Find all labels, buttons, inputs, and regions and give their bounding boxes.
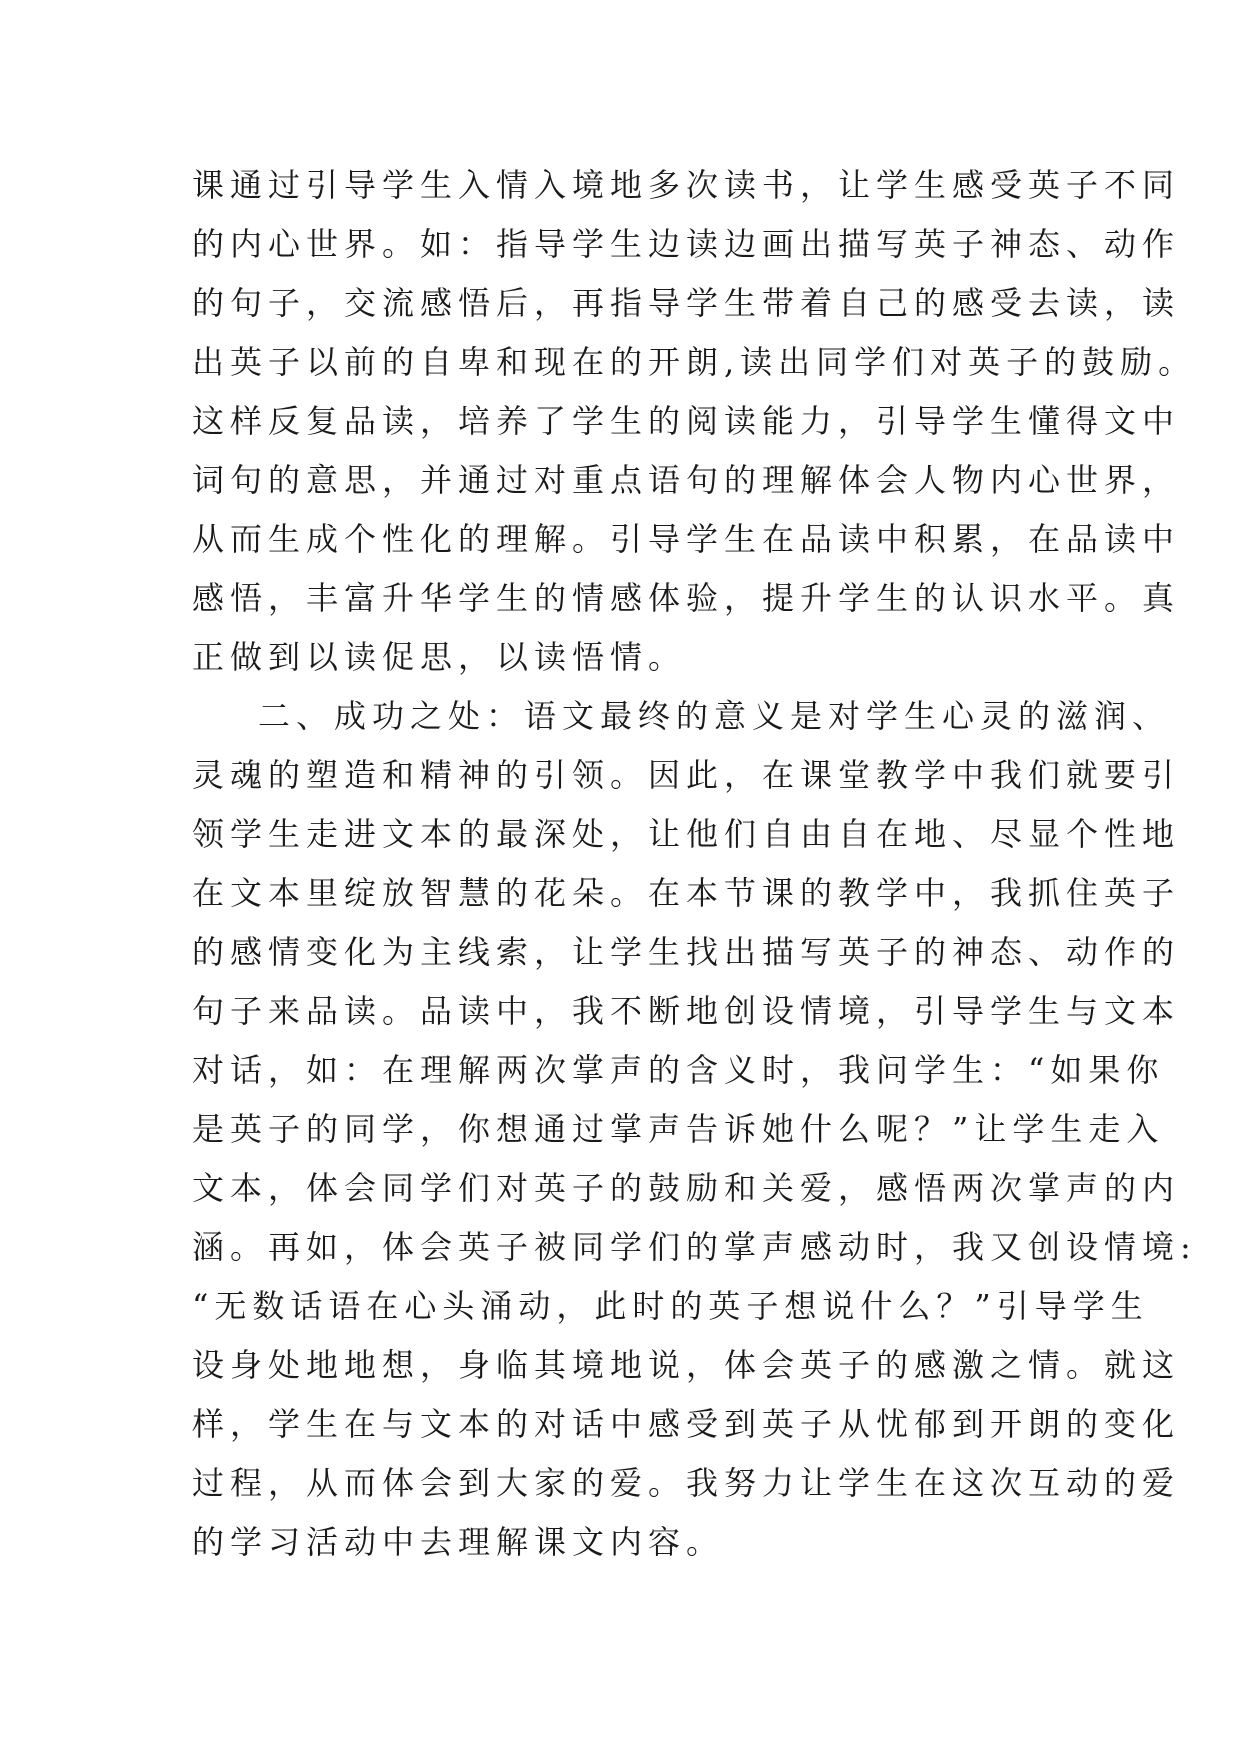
paragraph-first-line: 二、成功之处：语文最终的意义是对学生心灵的滋润、 xyxy=(258,697,1171,735)
paragraph-line: 词句的意思，并通过对重点语句的理解体会人物内心世界， xyxy=(192,461,1181,499)
paragraph-line: 设身处地地想，身临其境地说，体会英子的感激之情。就这 xyxy=(192,1346,1181,1384)
paragraph-line: 的感情变化为主线索，让学生找出描写英子的神态、动作的 xyxy=(192,933,1181,971)
paragraph-reading-guidance xyxy=(192,156,1197,687)
paragraph-line: 灵魂的塑造和精神的引领。因此，在课堂教学中我们就要引 xyxy=(192,756,1181,794)
paragraph-line: 课通过引导学生入情入境地多次读书，让学生感受英子不同 xyxy=(192,166,1181,204)
paragraph-line: 领学生走进文本的最深处，让他们自由自在地、尽显个性地 xyxy=(192,815,1181,853)
paragraph-line: 的学习活动中去理解课文内容。 xyxy=(192,1523,725,1561)
paragraph-line: 文本，体会同学们对英子的鼓励和关爱，感悟两次掌声的内 xyxy=(192,1169,1181,1207)
paragraph-line: 在文本里绽放智慧的花朵。在本节课的教学中，我抓住英子 xyxy=(192,874,1181,912)
paragraph-line: 正做到以读促思，以读悟情。 xyxy=(192,638,687,676)
paragraph-line: “无数话语在心头涌动，此时的英子想说什么？”引导学生 xyxy=(192,1287,1149,1325)
paragraph-line: 这样反复品读，培养了学生的阅读能力，引导学生懂得文中 xyxy=(192,402,1181,440)
paragraph-line: 是英子的同学，你想通过掌声告诉她什么呢？”让学生走入 xyxy=(192,1110,1165,1148)
paragraph-line: 对话，如：在理解两次掌声的含义时，我问学生：“如果你 xyxy=(192,1051,1165,1089)
paragraph-line: 句子来品读。品读中，我不断地创设情境，引导学生与文本 xyxy=(192,992,1181,1030)
paragraph-line: 的句子，交流感悟后，再指导学生带着自己的感受去读，读 xyxy=(192,284,1181,322)
paragraph-line: 过程，从而体会到大家的爱。我努力让学生在这次互动的爱 xyxy=(192,1464,1181,1502)
paragraph-line: 出英子以前的自卑和现在的开朗,读出同学们对英子的鼓励。 xyxy=(192,343,1197,381)
paragraph-line: 的内心世界。如：指导学生边读边画出描写英子神态、动作 xyxy=(192,225,1181,263)
paragraph-line: 感悟，丰富升华学生的情感体验，提升学生的认识水平。真 xyxy=(192,579,1181,617)
paragraph-line: 涵。再如，体会英子被同学们的掌声感动时，我又创设情境: xyxy=(192,1228,1197,1266)
paragraph-line: 从而生成个性化的理解。引导学生在品读中积累，在品读中 xyxy=(192,520,1181,558)
paragraph-line: 样，学生在与文本的对话中感受到英子从忧郁到开朗的变化 xyxy=(192,1405,1181,1443)
paragraph-success-points xyxy=(192,687,1197,1572)
